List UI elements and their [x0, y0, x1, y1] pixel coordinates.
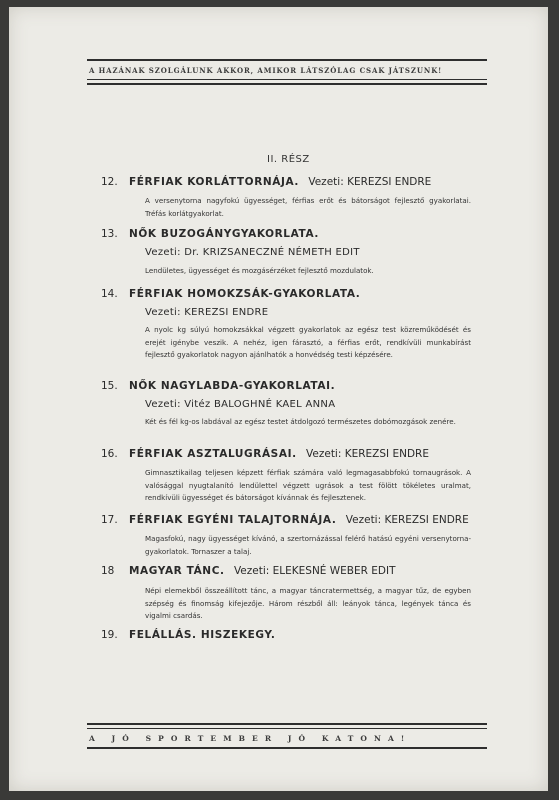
item-number: 18 — [101, 565, 115, 577]
item-title: FÉRFIAK EGYÉNI TALAJTORNÁJA. — [129, 514, 337, 526]
item-description: A nyolc kg súlyú homokzsákkal végzett gyakorlatok az egész test közreműködését és erejét igénybe veszik. A nehéz, igen fárasztó, a férfias erőt, rendkívüli munkabírást fejlesztő gyakorlatok nagyon ajánlhatók a honvédség testi képzésére. — [145, 325, 471, 360]
item-leader: Vezeti: KEREZSI ENDRE — [145, 307, 269, 318]
footer-band — [87, 723, 487, 749]
item-leader: Vezeti: Dr. KRIZSANECZNÉ NÉMETH EDIT — [145, 247, 360, 258]
item-description: A versenytorna nagyfokú ügyességet, férfias erőt és bátorságot fejlesztő gyakorlatai. Tréfás korlátgyakorlat. — [145, 196, 471, 218]
item-leader: Vezeti: ELEKESNÉ WEBER EDIT — [233, 565, 396, 577]
footer-motto: A JÓ SPORTEMBER JÓ KATONA! — [89, 734, 412, 743]
item-title: NŐK NAGYLABDA-GYAKORLATAI. — [129, 380, 336, 392]
item-leader: Vezeti: Vitéz BALOGHNÉ KAEL ANNA — [145, 399, 336, 410]
item-number: 15. — [101, 380, 118, 392]
item-title: FÉRFIAK HOMOKZSÁK-GYAKORLATA. — [129, 288, 361, 300]
item-heading — [129, 565, 396, 577]
item-title: FELÁLLÁS. HISZEKEGY. — [129, 629, 276, 641]
part-title: II. RÉSZ — [267, 154, 310, 165]
item-leader: Vezeti: KEREZSI ENDRE — [306, 448, 429, 460]
item-leader: Vezeti: KEREZSI ENDRE — [345, 514, 469, 526]
item-number: 13. — [101, 228, 118, 240]
header-rule-mid — [87, 79, 487, 80]
item-title: FÉRFIAK ASZTALUGRÁSAI. — [129, 448, 297, 460]
item-number: 12. — [101, 176, 118, 188]
item-description: Lendületes, ügyességet és mozgásérzéket fejlesztő mozdulatok. — [145, 266, 374, 275]
item-title: FÉRFIAK KORLÁTTORNÁJA. — [129, 176, 300, 188]
item-title: MAGYAR TÁNC. — [129, 565, 225, 577]
item-description: Gimnasztikailag teljesen képzett férfiak számára való legmagasabbfokú tornaugrások. A valósággal nyugtalanító lendülettel végzett ugrások a test fölött tökéletes uralmat, rendkívüli ügyességet és bátorságot kívánnak és fejlesztenek. — [145, 468, 471, 503]
item-heading — [129, 514, 469, 526]
item-number: 17. — [101, 514, 118, 526]
header-rule-bottom — [87, 83, 487, 85]
item-title: NŐK BUZOGÁNYGYAKORLATA. — [129, 228, 319, 240]
header-motto: A HAZÁNAK SZOLGÁLUNK AKKOR, AMIKOR LÁTSZÓLAG CSAK JÁTSZUNK! — [89, 66, 443, 75]
item-number: 14. — [101, 288, 118, 300]
item-description: Magasfokú, nagy ügyességet kívánó, a szertornázással felérő hatású egyéni versenytorna-gyakorlatok. Tornaszer a talaj. — [145, 534, 471, 556]
item-heading — [129, 448, 429, 460]
item-leader: Vezeti: KEREZSI ENDRE — [308, 176, 432, 188]
item-description: Két és fél kg-os labdával az egész testet átdolgozó természetes dobómozgások zenére. — [145, 417, 456, 426]
item-description: Népi elemekből összeállított tánc, a magyar táncratermettség, a magyar tűz, de egyben szépség és finomság kifejezője. Három részből áll: leányok tánca, legények tánca és vigalmi csardás. — [145, 586, 471, 621]
program-sheet — [9, 7, 548, 791]
header-band — [87, 59, 487, 85]
item-number: 16. — [101, 448, 118, 460]
item-heading — [129, 176, 431, 188]
footer-rule-bottom — [87, 747, 487, 749]
footer-rule-top — [87, 723, 487, 725]
item-number: 19. — [101, 629, 118, 641]
